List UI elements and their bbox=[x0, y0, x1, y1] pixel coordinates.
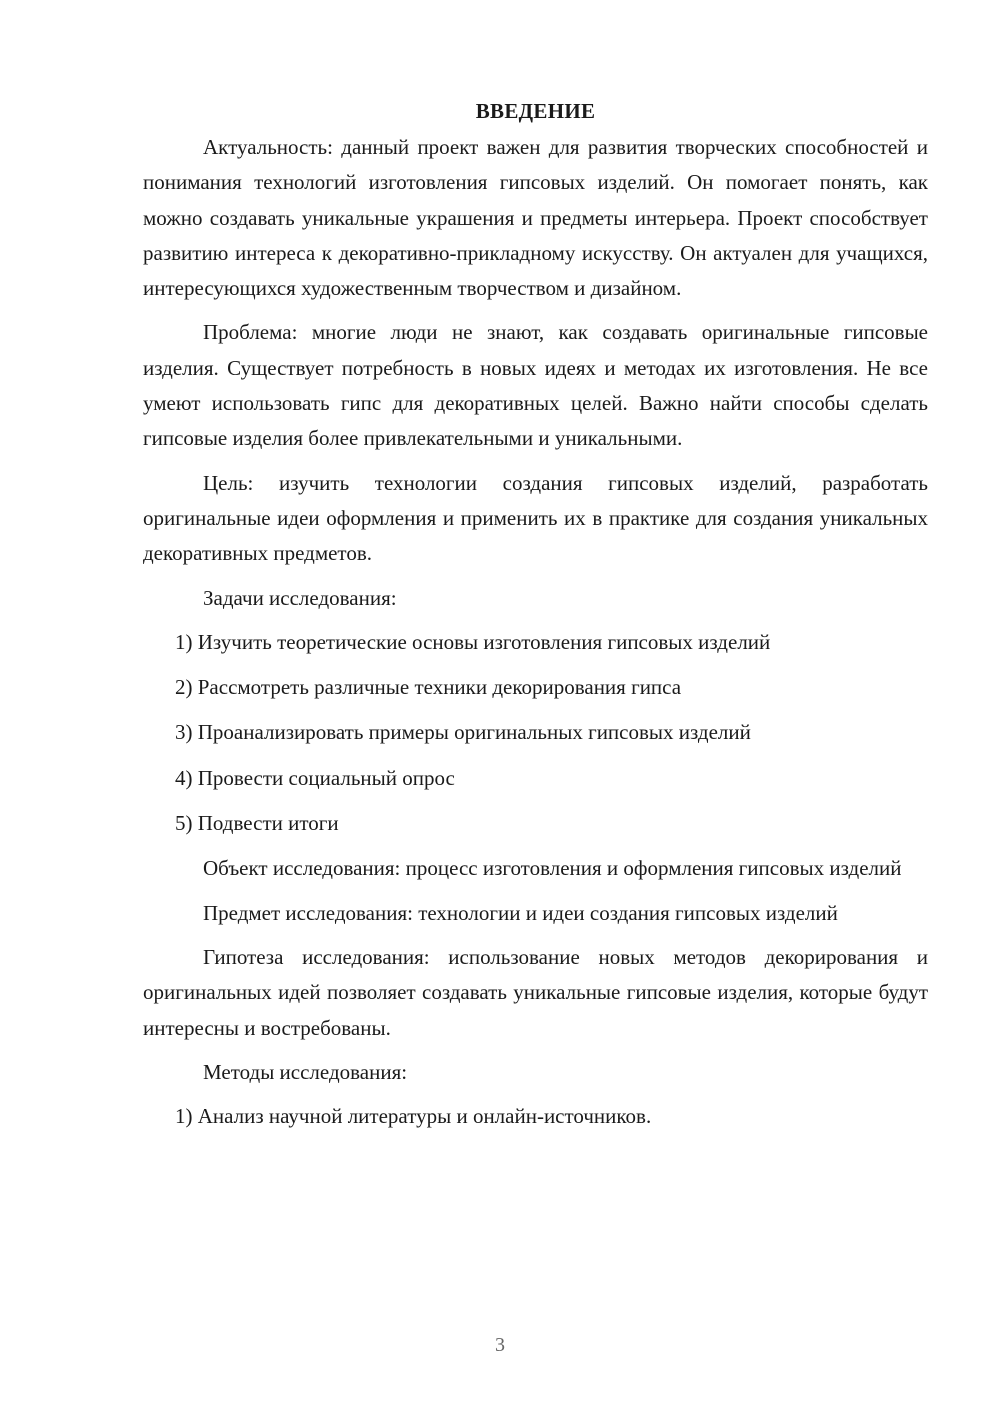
section-title: ВВЕДЕНИЕ bbox=[475, 99, 596, 123]
object-paragraph: Объект исследования: процесс изготовления и оформления гипсовых изделий bbox=[203, 856, 902, 881]
tasks-heading: Задачи исследования: bbox=[203, 585, 397, 610]
relevance-paragraph: Актуальность: данный проект важен для развития творческих способностей и понимания технологий изготовления гипсовых изделий. Он помогает понять, как можно создавать уникальные украшения и предметы интерьера. Проект способствует развитию интереса к декоративно-прикладному искусству. Он актуален для учащихся, интересующихся художественным творчеством и дизайном. bbox=[143, 135, 928, 301]
hypothesis-paragraph: Гипотеза исследования: использование новых методов декорирования и оригинальных идей позволяет создавать уникальные гипсовые изделия, которые будут интересны и востребованы. bbox=[143, 944, 928, 1040]
tasks-list bbox=[143, 625, 928, 841]
list-item: 2) Рассмотреть различные техники декорирования гипса bbox=[175, 675, 682, 700]
subject-paragraph: Предмет исследования: технологии и идеи создания гипсовых изделий bbox=[203, 900, 838, 925]
list-item: 3) Проанализировать примеры оригинальных гипсовых изделий bbox=[175, 720, 751, 745]
list-item: 5) Подвести итоги bbox=[175, 811, 339, 836]
document-page bbox=[143, 96, 928, 1144]
problem-paragraph: Проблема: многие люди не знают, как создавать оригинальные гипсовые изделия. Существует потребность в новых идеях и методах их изготовления. Не все умеют использовать гипс для декоративных целей. Важно найти способы сделать гипсовые изделия более привлекательными и уникальными. bbox=[143, 320, 928, 451]
list-item: 1) Изучить теоретические основы изготовления гипсовых изделий bbox=[175, 629, 771, 654]
methods-heading: Методы исследования: bbox=[203, 1059, 408, 1084]
list-item: 1) Анализ научной литературы и онлайн-источников. bbox=[175, 1104, 652, 1129]
list-item: 4) Провести социальный опрос bbox=[175, 765, 455, 790]
methods-list bbox=[143, 1099, 928, 1134]
goal-paragraph: Цель: изучить технологии создания гипсовых изделий, разработать оригинальные идеи оформления и применить их в практике для создания уникальных декоративных предметов. bbox=[143, 470, 928, 566]
page-number: 3 bbox=[495, 1334, 505, 1356]
